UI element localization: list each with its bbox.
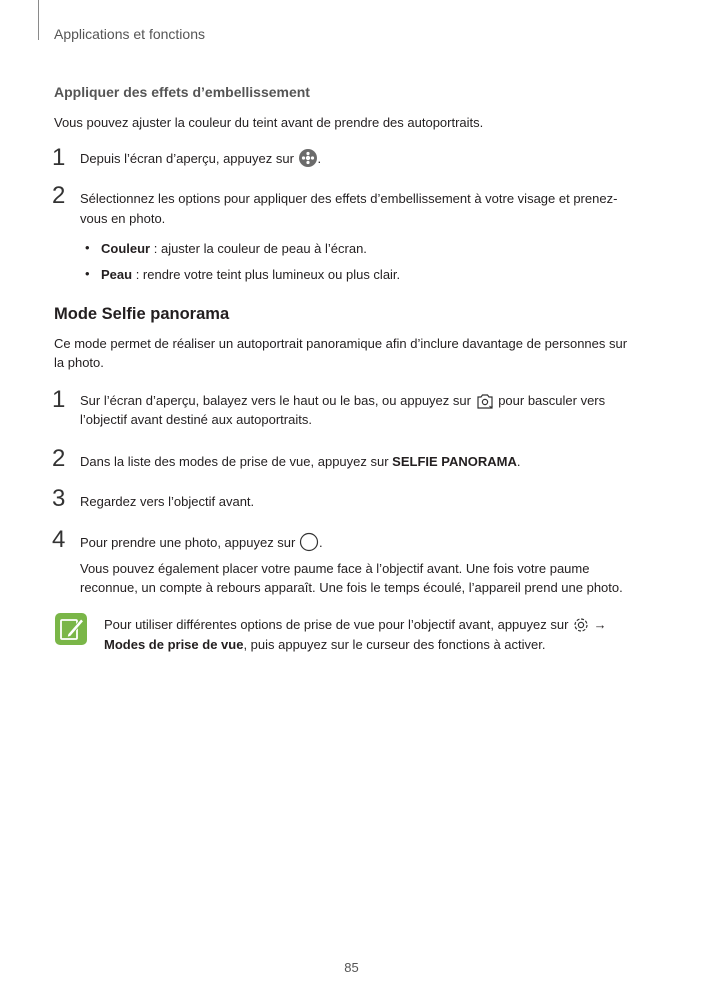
selfie-step-3-number: 3 [52, 485, 66, 512]
header-side-rule [38, 0, 39, 40]
beauty-step-2-line2: vous en photo. [80, 211, 166, 226]
note-line2: Modes de prise de vue, puis appuyez sur le curseur des fonctions à activer. [104, 637, 546, 652]
beauty-step-1-number: 1 [52, 144, 66, 171]
selfie-step-1-line2: l’objectif avant destiné aux autoportraits. [80, 412, 312, 427]
selfie-intro-line2: la photo. [54, 355, 104, 370]
selfie-step-3: Regardez vers l’objectif avant. [80, 494, 255, 509]
beauty-step-2-number: 2 [52, 182, 66, 209]
beauty-step-1-text: Depuis l’écran d’aperçu, appuyez sur [80, 151, 298, 166]
selfie-intro-line1: Ce mode permet de réaliser un autoportrait panoramique afin d’inclure davantage de personnes sur [54, 336, 628, 351]
selfie-step-2-number: 2 [52, 445, 66, 472]
page-header: Applications et fonctions [54, 26, 205, 42]
selfie-step-4-number: 4 [52, 526, 66, 553]
beauty-step-2-line1: Sélectionnez les options pour appliquer des effets d’embellissement à votre visage et prenez- [80, 191, 618, 206]
note-icon [54, 612, 88, 646]
bullet-dot: • [85, 240, 90, 255]
beauty-step-1: Depuis l’écran d’aperçu, appuyez sur . [80, 148, 321, 173]
bullet-couleur-term: Couleur [101, 241, 151, 256]
selfie-step-4-extra-line1: Vous pouvez également placer votre paume face à l’objectif avant. Une fois votre paume [80, 561, 590, 576]
beauty-effects-icon [298, 148, 318, 173]
page-number: 85 [344, 960, 359, 975]
beauty-intro: Vous pouvez ajuster la couleur du teint avant de prendre des autoportraits. [54, 115, 484, 130]
bullet-peau: Peau : rendre votre teint plus lumineux ou plus clair. [101, 267, 401, 282]
selfie-step-2: Dans la liste des modes de prise de vue, appuyez sur SELFIE PANORAMA. [80, 454, 521, 469]
bullet-peau-term: Peau [101, 267, 133, 282]
selfie-step-1-number: 1 [52, 386, 66, 413]
note-line1: Pour utiliser différentes options de prise de vue pour l’objectif avant, appuyez sur → [104, 615, 607, 639]
selfie-section-title: Mode Selfie panorama [54, 305, 230, 323]
selfie-panorama-mode-label: SELFIE PANORAMA [392, 454, 517, 469]
shutter-button-icon [299, 532, 319, 557]
arrow-glyph: → [590, 617, 607, 632]
selfie-step-4-extra-line2: reconnue, un compte à rebours apparaît. Une fois le temps écoulé, l’appareil prend une photo. [80, 580, 623, 595]
bullet-couleur: Couleur : ajuster la couleur de peau à l’écran. [101, 241, 367, 256]
selfie-step-1-line1: Sur l’écran d’aperçu, balayez vers le haut ou le bas, ou appuyez sur pour basculer vers [80, 391, 605, 415]
switch-camera-icon [475, 392, 495, 415]
selfie-step-4: Pour prendre une photo, appuyez sur . [80, 532, 323, 557]
settings-gear-icon [572, 616, 590, 639]
note-menu-path: Modes de prise de vue [104, 637, 244, 652]
beauty-section-title: Appliquer des effets d’embellissement [54, 84, 310, 100]
bullet-dot: • [85, 266, 90, 281]
